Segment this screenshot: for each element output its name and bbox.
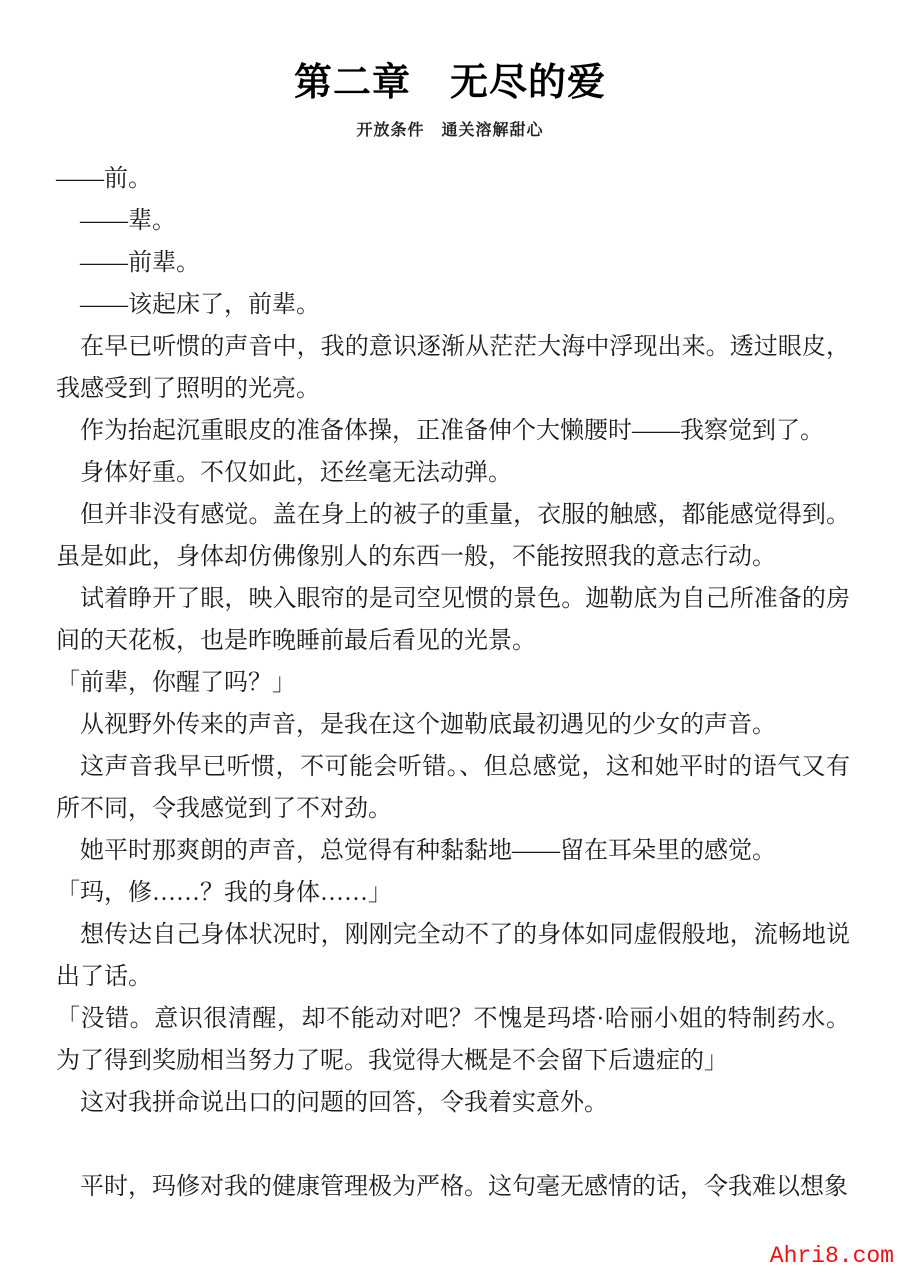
paragraph: 她平时那爽朗的声音，总觉得有种黏黏地——留在耳朵里的感觉。 bbox=[80, 838, 776, 864]
paragraph: ——辈。 bbox=[80, 208, 176, 234]
paragraph: ——前辈。 bbox=[80, 250, 200, 276]
chapter-body bbox=[0, 142, 900, 1208]
dialogue-text-after: 是不会留下后遗症的」 bbox=[488, 1048, 728, 1074]
dialogue-text-before: 「没错。意识很清醒，却不能动对吧？不愧是玛塔·哈丽小姐的特制药水。为了得到奖励相当努力了呢。我觉得 bbox=[56, 1006, 850, 1074]
watermark: Ahri8.com bbox=[769, 1243, 894, 1269]
paragraph: ——前。 bbox=[56, 166, 152, 192]
emphasized-text: 大概 bbox=[440, 1048, 488, 1074]
paragraph-dialogue: 「玛，修……？我的身体……」 bbox=[56, 880, 392, 906]
paragraph: 想传达自己身体状况时，刚刚完全动不了的身体如同虚假般地，流畅地说出了话。 bbox=[56, 922, 850, 990]
paragraph: 作为抬起沉重眼皮的准备体操，正准备伸个大懒腰时——我察觉到了。 bbox=[80, 418, 824, 444]
paragraph-dialogue: 「前辈，你醒了吗？」 bbox=[56, 670, 296, 696]
paragraph: 从视野外传来的声音，是我在这个迦勒底最初遇见的少女的声音。 bbox=[80, 712, 776, 738]
chapter-title: 第二章 无尽的爱 bbox=[293, 62, 606, 104]
paragraph: 身体好重。不仅如此，还丝毫无法动弹。 bbox=[80, 460, 512, 486]
paragraph: 这对我拼命说出口的问题的回答，令我着实意外。 bbox=[80, 1090, 608, 1116]
paragraph: 平时，玛修对我的健康管理极为严格。这句毫无感情的话，令我难以想象 bbox=[80, 1174, 848, 1200]
paragraph: ——该起床了，前辈。 bbox=[80, 292, 320, 318]
paragraph: 在早已听惯的声音中，我的意识逐渐从茫茫大海中浮现出来。透过眼皮，我感受到了照明的光亮。 bbox=[56, 334, 850, 402]
paragraph: 这声音我早已听惯，不可能会听错。、但总感觉，这和她平时的语气又有所不同，令我感觉到了不对劲。 bbox=[56, 754, 850, 822]
paragraph: 但并非没有感觉。盖在身上的被子的重量，衣服的触感，都能感觉得到。虽是如此，身体却仿佛像别人的东西一般，不能按照我的意志行动。 bbox=[56, 502, 850, 570]
paragraph: 试着睁开了眼，映入眼帘的是司空见惯的景色。迦勒底为自己所准备的房间的天花板，也是昨晚睡前最后看见的光景。 bbox=[56, 586, 850, 654]
chapter-subtitle: 开放条件 通关溶解甜心 bbox=[356, 122, 544, 139]
paragraph-dialogue bbox=[56, 998, 850, 1082]
